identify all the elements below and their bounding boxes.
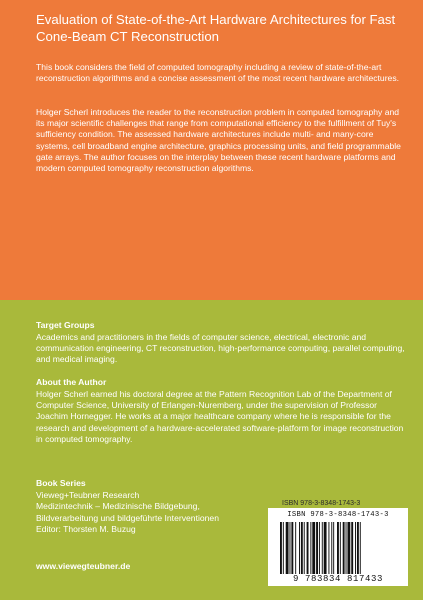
barcode-bar <box>351 522 353 574</box>
barcode-bar <box>322 522 323 574</box>
target-groups-text: Academics and practitioners in the fields of computer science, electrical, electronic and communication engineering, CT reconstruction, high-performance computing, parallel computing, and medical imaging. <box>36 332 405 365</box>
barcode-bar <box>291 522 293 574</box>
barcode-bar <box>355 522 356 574</box>
about-author-heading: About the Author <box>36 377 107 387</box>
barcode-bar <box>346 522 347 574</box>
barcode-bar <box>347 522 350 574</box>
barcode-bar <box>331 522 332 574</box>
barcode-bars-icon <box>280 522 396 574</box>
barcode-bar <box>324 522 327 574</box>
barcode-bar <box>319 522 320 574</box>
barcode <box>268 508 408 586</box>
description-paragraph: Holger Scherl introduces the reader to the reconstruction problem in computed tomography and its major scientific challenges that range from computational efficiency to the fulfillment of Tuy's sufficiency condition. The assessed hardware architectures include multi- and many-core systems, cell broadband engine architecture, graphics processing units, and field programmable gate arrays. The author focuses on the interplay between these recent hardware platforms and modern computed tomography reconstruction algorithms. <box>36 107 401 174</box>
barcode-bar <box>343 522 345 574</box>
barcode-bar <box>307 522 309 574</box>
isbn-label: ISBN 978-3-8348-1743-3 <box>282 500 361 507</box>
barcode-bar <box>333 522 334 574</box>
barcode-bar <box>301 522 303 574</box>
barcode-bar <box>328 522 329 574</box>
series-line: Editor: Thorsten M. Buzug <box>36 524 136 535</box>
target-groups-heading: Target Groups <box>36 320 95 330</box>
barcode-bar <box>304 522 305 574</box>
barcode-bar <box>283 522 284 574</box>
barcode-bar <box>286 522 289 574</box>
publisher-url[interactable]: www.viewegteubner.de <box>36 561 131 571</box>
about-author-text: Holger Scherl earned his doctoral degree at the Pattern Recognition Lab of the Department of Computer Science, University of Erlangen-Nuremberg, under the supervision of Professor Joachim Hornegger. He works at a major healthcare company where he is responsible for the research and development of a hardware-accelerated software-platform for image reconstruction in computed tomography. <box>36 389 404 444</box>
barcode-bar <box>316 522 318 574</box>
summary-paragraph: This book considers the field of computed tomography including a review of state-of-the-art reconstruction algorithms and a concise assessment of the most recent hardware architectures. <box>36 62 400 84</box>
barcode-bar <box>360 522 361 574</box>
series-line: Bildverarbeitung und bildgeführte Interventionen <box>36 512 219 523</box>
barcode-bar <box>295 522 296 574</box>
barcode-digits: 9 783834 817433 <box>292 574 383 584</box>
book-series-lines <box>36 490 256 536</box>
barcode-bar <box>290 522 291 574</box>
book-title: Evaluation of State-of-the-Art Hardware Architectures for Fast Cone-Beam CT Reconstruction <box>36 12 396 44</box>
barcode-bar <box>357 522 359 574</box>
series-line: Medizintechnik – Medizinische Bildgebung, <box>36 501 200 512</box>
barcode-bar <box>340 522 341 574</box>
series-line: Vieweg+Teubner Research <box>36 490 140 500</box>
barcode-bar <box>299 522 300 574</box>
barcode-bar <box>337 522 339 574</box>
book-series-heading: Book Series <box>36 478 86 488</box>
barcode-isbn-text: ISBN 978-3-8348-1743-3 <box>287 511 389 519</box>
barcode-bar <box>310 522 311 574</box>
barcode-bar <box>312 522 315 574</box>
barcode-bar <box>280 522 282 574</box>
